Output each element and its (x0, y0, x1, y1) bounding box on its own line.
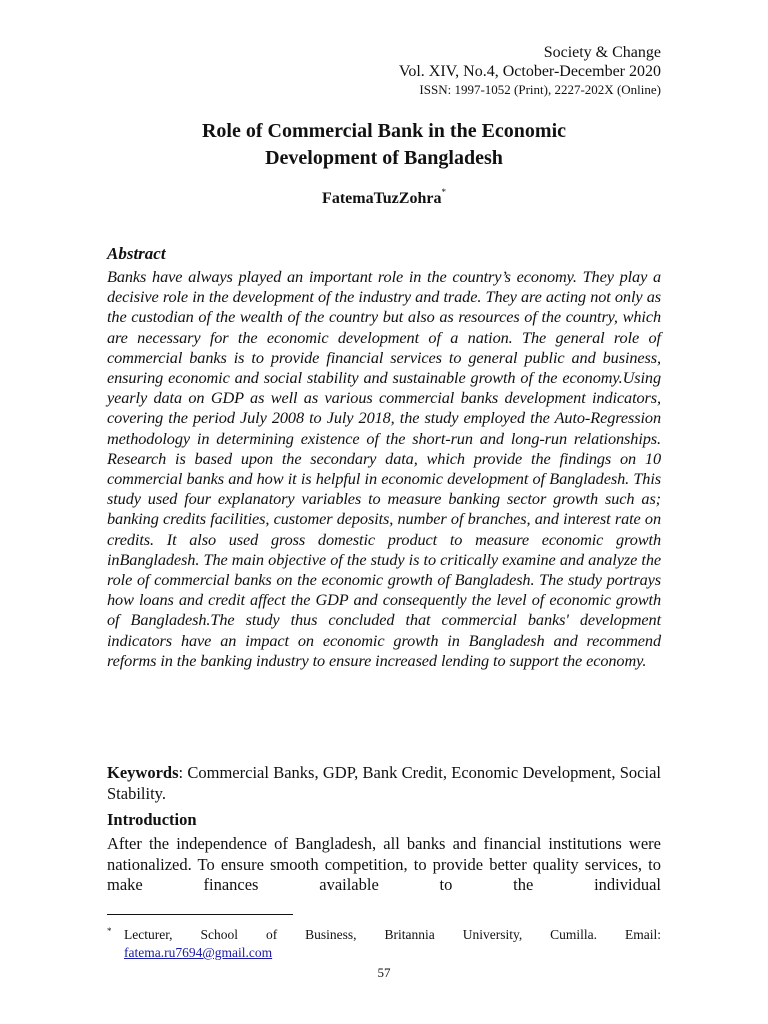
page-number: 57 (377, 965, 391, 980)
abstract-text: Banks have always played an important role in the country’s economy. They play a decisive role in the development of the industry and trade. They are acting not only as the custodian of the wealth of the country but also as resources of the country, which are necessary for the economic development of a nation. The general role of commercial banks is to provide financial services to general public and business, ensuring economic and social stability and sustainable growth of the economy.Using yearly data on GDP as well as various commercial banks development indicators, covering the period July 2008 to July 2018, the study employed the Auto-Regression methodology in determining existence of the short-run and long-run relationships. Research is based upon the secondary data, which provide the findings on 10 commercial banks and how it is helpful in economic development of Bangladesh. This study used four explanatory variables to measure banking sector growth such as; banking credits facilities, customer deposits, number of branches, and interest rate on credits. It also used gross domestic product to measure economic growth inBangladesh. The main objective of the study is to critically examine and analyze the role of commercial banks on the economic growth of Bangladesh. The study portrays how loans and credit affect the GDP and consequently the level of economic growth of Bangladesh.The study thus concluded that commercial banks' development indicators have an impact on economic growth in Bangladesh and recommend reforms in the banking industry to ensure increased lending to support the economy. (107, 267, 661, 670)
footnote-text: Lecturer, School of Business, Britannia University, Cumilla. Email: (124, 927, 661, 942)
footnote-marker: * (107, 926, 112, 936)
journal-name: Society & Change (543, 44, 661, 61)
paper-page (107, 0, 661, 1024)
author-name: FatemaTuzZohra (322, 190, 442, 207)
author-footnote-marker[interactable]: * (441, 187, 446, 197)
paper-title-line-1: Role of Commercial Bank in the Economic (201, 120, 567, 142)
introduction-text: After the independence of Bangladesh, all banks and financial institutions were nationalized. To ensure smooth competition, to provide better quality services, to make finances available to the individual (107, 834, 661, 894)
author-email-link[interactable]: fatema.ru7694@gmail.com (124, 945, 273, 960)
abstract-heading: Abstract (107, 244, 166, 263)
paper-title (107, 118, 661, 172)
keywords-label: Keywords (107, 763, 179, 782)
author-line (107, 187, 661, 208)
paper-title-line-2: Development of Bangladesh (265, 147, 503, 169)
journal-issn: ISSN: 1997-1052 (Print), 2227-202X (Online) (419, 82, 661, 97)
introduction-heading: Introduction (107, 810, 197, 829)
keywords (107, 763, 661, 804)
journal-header (107, 43, 661, 99)
keywords-list: : Commercial Banks, GDP, Bank Credit, Economic Development, Social Stability. (107, 763, 661, 803)
footnote (107, 926, 661, 962)
footnote-divider (107, 914, 293, 915)
journal-volume: Vol. XIV, No.4, October-December 2020 (398, 63, 661, 80)
